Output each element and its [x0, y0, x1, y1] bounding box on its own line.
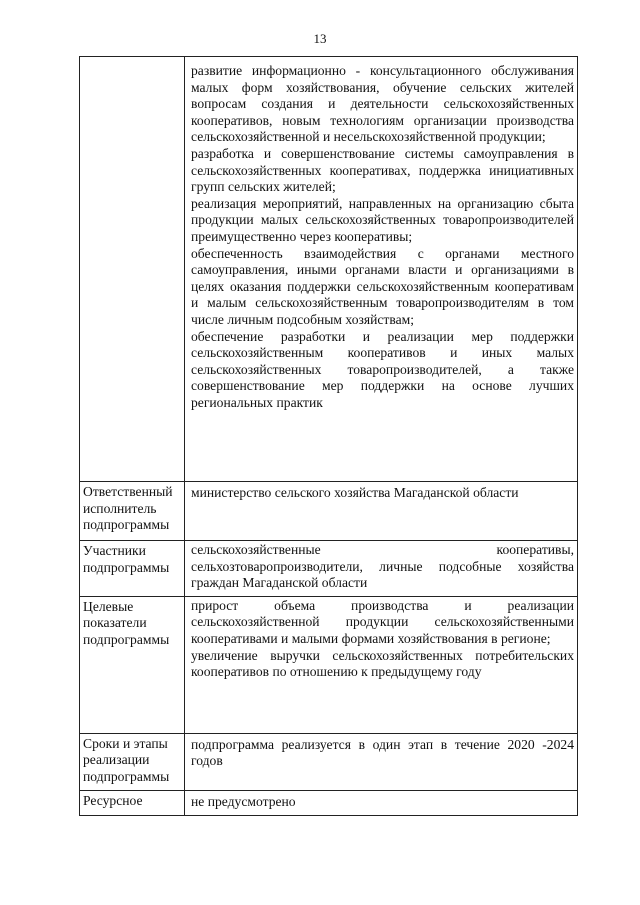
- row-label-cell: [80, 790, 185, 815]
- row-label-cell: [80, 541, 185, 597]
- timeline-text: подпрограмма реализуется в один этап в течение 2020 -2024 годов: [191, 736, 574, 769]
- row-label-cell: [80, 482, 185, 541]
- row-content-cell: [185, 57, 578, 482]
- table-row: [80, 790, 578, 815]
- row-label: Сроки и этапы реализации подпрограммы: [83, 735, 170, 784]
- subprogram-passport-table: [79, 56, 578, 816]
- table-row: [80, 733, 578, 790]
- table-row: [80, 482, 578, 541]
- row-content-cell: [185, 790, 578, 815]
- target-indicator-item: увеличение выручки сельскохозяйственных потребительских кооперативов по отношению к предыдущему году: [191, 647, 574, 680]
- row-content-cell: [185, 482, 578, 541]
- row-label: Участники подпрограммы: [83, 543, 170, 575]
- responsible-executor-text: министерство сельского хозяйства Магаданской области: [191, 485, 519, 500]
- page-number: 13: [313, 31, 327, 46]
- row-label-cell: [80, 733, 185, 790]
- row-label: [80, 57, 184, 63]
- table-row: [80, 541, 578, 597]
- task-item: развитие информационно - консультационного обслуживания малых форм хозяйствования, обучение сельских жителей вопросам создания и деятельности сельскохозяйственных кооперативов, новым технологиям организации производства сельскохозяйственной и несельскохозяйственной продукции;: [191, 63, 574, 145]
- resource-text: не предусмотрено: [191, 793, 296, 809]
- table-row: [80, 57, 578, 482]
- task-item: реализация мероприятий, направленных на организацию сбыта продукции малых сельскохозяйственных товаропроизводителей преимущественно через кооперативы;: [191, 195, 574, 244]
- row-content-cell: [185, 541, 578, 597]
- task-item: разработка и совершенствование системы самоуправления в сельскохозяйственных кооперативах, поддержка инициативных групп сельских жителей;: [191, 145, 574, 195]
- participants-text: сельскохозяйственные кооперативы, сельхозтоваропроизводители, личные подсобные хозяйства граждан Магаданской области: [191, 542, 574, 591]
- row-label: Целевые показатели подпрограммы: [83, 598, 170, 647]
- row-content-cell: [185, 733, 578, 790]
- target-indicator-item: прирост объема производства и реализации сельскохозяйственной продукции сельскохозяйственными кооперативами и малыми формами хозяйствования в регионе;: [191, 597, 574, 646]
- row-content-cell: [185, 596, 578, 733]
- row-label-cell: [80, 596, 185, 733]
- row-label-cell: [80, 57, 185, 482]
- task-item: обеспеченность взаимодействия с органами местного самоуправления, иными органами власти и организациями в целях оказания поддержки сельскохозяйственным кооперативам и малым сельскохозяйственным товаропроизводителям в том числе личным подсобным хозяйствам;: [191, 245, 574, 327]
- table-row: [80, 596, 578, 733]
- row-label: Ответственный исполнитель подпрограммы: [83, 484, 173, 533]
- row-label: Ресурсное: [83, 792, 143, 808]
- task-item: обеспечение разработки и реализации мер поддержки сельскохозяйственным кооперативов и иных малых сельскохозяйственных товаропроизводителей, а также совершенствование мер поддержки на основе лучших региональных практик: [191, 328, 574, 410]
